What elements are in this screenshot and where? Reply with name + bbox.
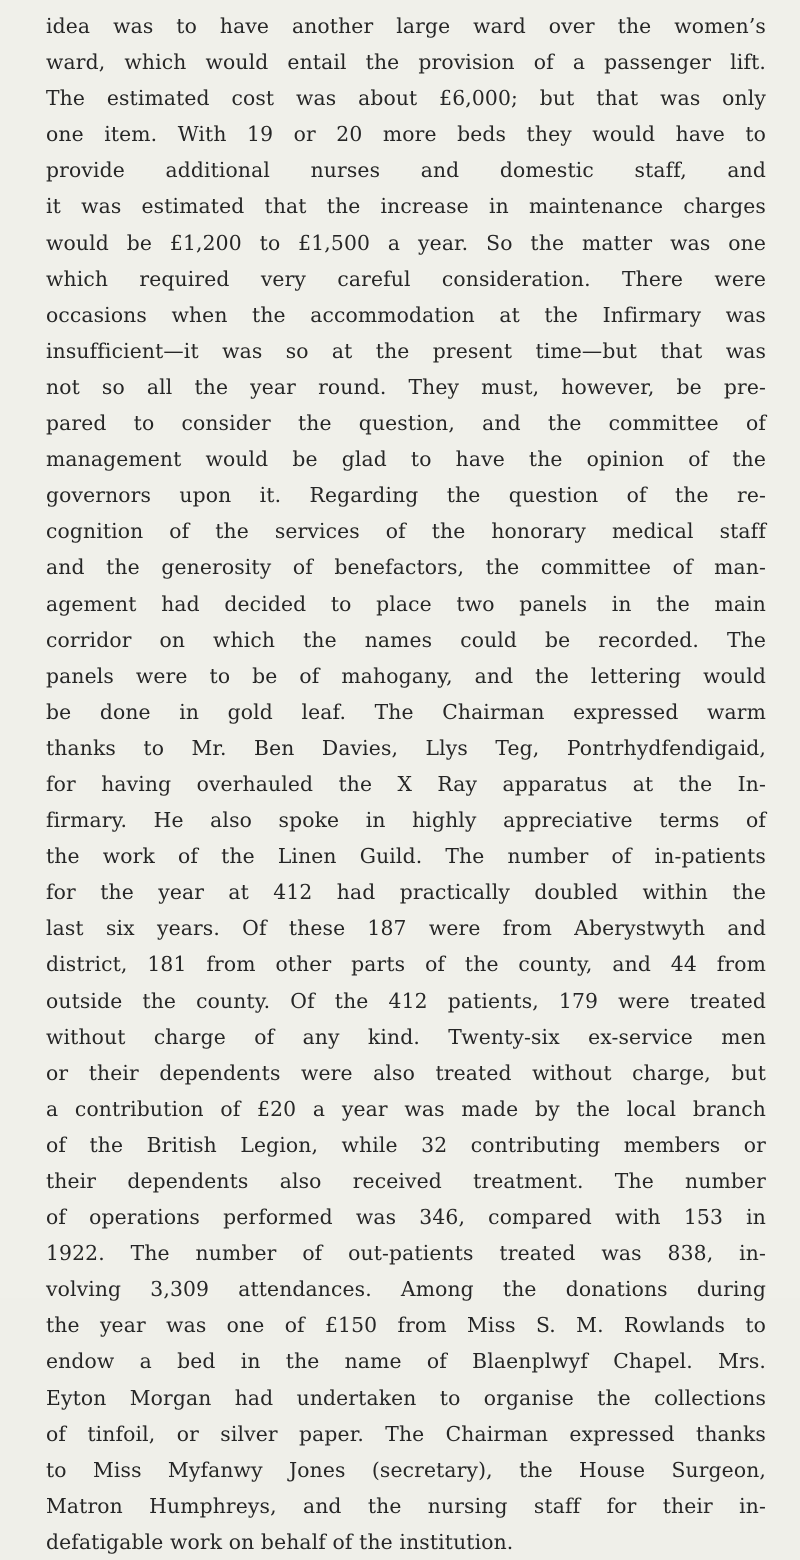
text-line: not so all the year round. They must, however, be pre-	[46, 374, 766, 399]
text-line: panels were to be of mahogany, and the lettering would	[46, 663, 766, 688]
text-line: for the year at 412 had practically doubled within the	[46, 880, 766, 905]
text-line: agement had decided to place two panels in the main	[46, 591, 766, 616]
text-line: defatigable work on behalf of the institution.	[46, 1529, 514, 1554]
text-line: be done in gold leaf. The Chairman expressed warm	[46, 699, 766, 724]
text-line: thanks to Mr. Ben Davies, Llys Teg, Pontrhydfendigaid,	[46, 735, 766, 760]
text-line: cognition of the services of the honorary medical staff	[46, 519, 766, 544]
text-line: of tinfoil, or silver paper. The Chairman expressed thanks	[46, 1421, 766, 1446]
text-line: would be £1,200 to £1,500 a year. So the matter was one	[46, 230, 766, 255]
text-line: The estimated cost was about £6,000; but that was only	[46, 86, 766, 111]
text-line: to Miss Myfanwy Jones (secretary), the House Surgeon,	[46, 1457, 766, 1482]
text-line: insufficient—it was so at the present time—but that was	[46, 338, 766, 363]
article-text-column	[46, 8, 766, 1560]
text-line: Matron Humphreys, and the nursing staff for their in-	[46, 1493, 766, 1518]
text-line: management would be glad to have the opinion of the	[46, 447, 766, 472]
text-line: endow a bed in the name of Blaenplwyf Chapel. Mrs.	[46, 1349, 766, 1374]
text-line: a contribution of £20 a year was made by the local branch	[46, 1096, 766, 1121]
text-line: provide additional nurses and domestic staff, and	[46, 158, 766, 183]
text-line: one item. With 19 or 20 more beds they would have to	[46, 122, 766, 147]
text-line: the year was one of £150 from Miss S. M. Rowlands to	[46, 1313, 766, 1338]
text-line: of operations performed was 346, compared with 153 in	[46, 1205, 766, 1230]
text-line: or their dependents were also treated without charge, but	[46, 1060, 766, 1085]
text-line: outside the county. Of the 412 patients, 179 were treated	[46, 988, 766, 1013]
text-line: which required very careful consideration. There were	[46, 266, 766, 291]
text-line: idea was to have another large ward over the women’s	[46, 14, 766, 38]
text-line: and the generosity of benefactors, the committee of man-	[46, 555, 766, 580]
text-line: ward, which would entail the provision of a passenger lift.	[46, 50, 766, 75]
text-line: occasions when the accommodation at the Infirmary was	[46, 302, 766, 327]
text-line: district, 181 from other parts of the county, and 44 from	[46, 952, 766, 977]
text-line: 1922. The number of out-patients treated was 838, in-	[46, 1241, 766, 1266]
text-line: firmary. He also spoke in highly appreciative terms of	[46, 808, 766, 833]
text-line: it was estimated that the increase in maintenance charges	[46, 194, 766, 219]
text-line: last six years. Of these 187 were from Aberystwyth and	[46, 916, 766, 941]
text-line: corridor on which the names could be recorded. The	[46, 627, 766, 652]
text-line: for having overhauled the X Ray apparatus at the In-	[46, 771, 766, 796]
text-line: pared to consider the question, and the committee of	[46, 411, 766, 436]
text-line: the work of the Linen Guild. The number of in-patients	[46, 844, 766, 869]
text-line: their dependents also received treatment. The number	[46, 1169, 766, 1193]
text-line: governors upon it. Regarding the question of the re-	[46, 483, 766, 508]
text-line: volving 3,309 attendances. Among the donations during	[46, 1277, 766, 1302]
text-line: of the British Legion, while 32 contributing members or	[46, 1132, 766, 1157]
text-line: without charge of any kind. Twenty-six ex-service men	[46, 1024, 766, 1049]
text-line: Eyton Morgan had undertaken to organise the collections	[46, 1385, 766, 1410]
